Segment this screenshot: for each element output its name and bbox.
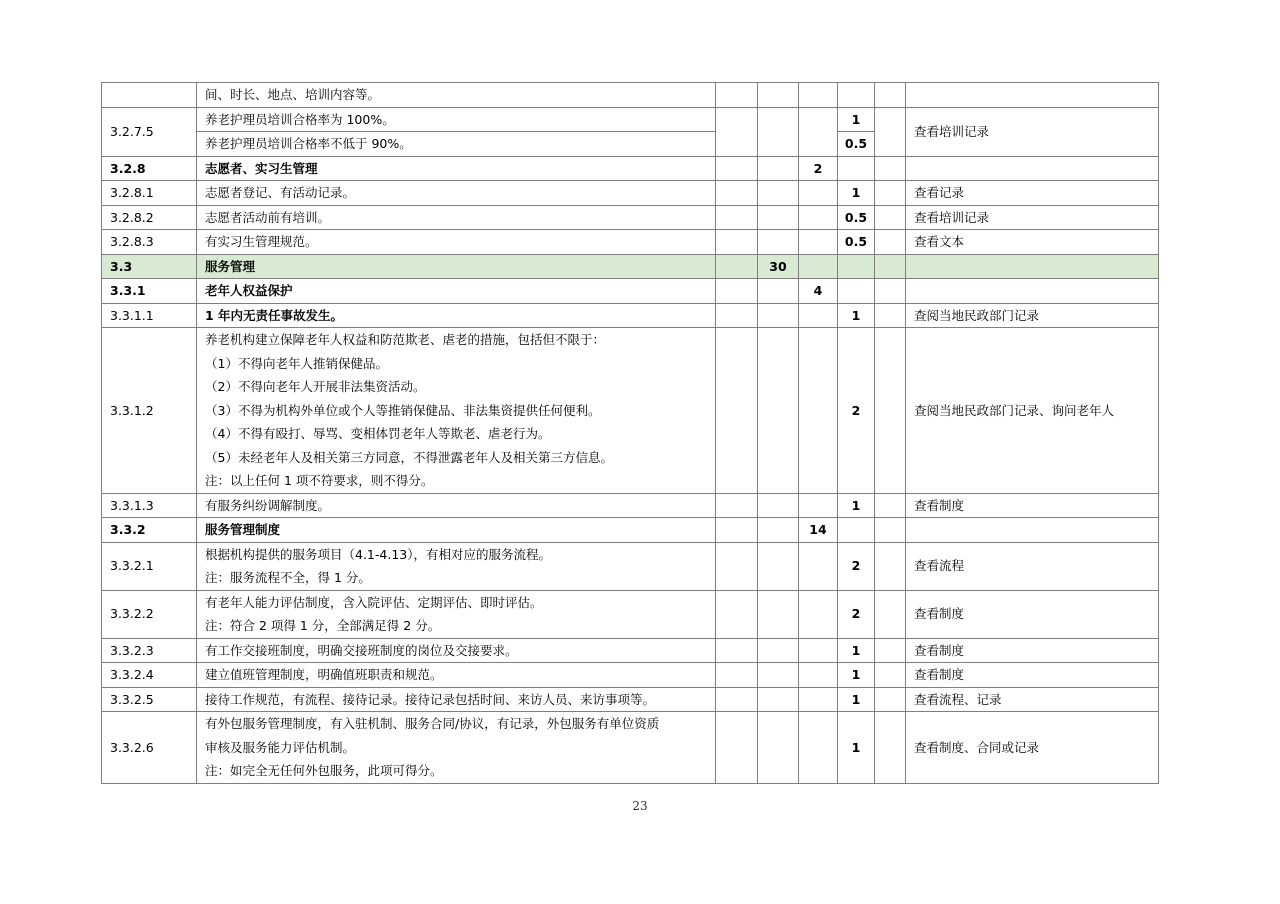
table-row — [102, 181, 1159, 206]
check-method: 查看记录 — [906, 181, 1159, 206]
score-cell — [875, 542, 906, 590]
score-cell — [758, 687, 799, 712]
item-code: 3.2.8 — [102, 156, 197, 181]
score-cell — [875, 687, 906, 712]
item-content: 老年人权益保护 — [197, 279, 716, 304]
item-code: 3.3.2.2 — [102, 590, 197, 638]
check-method: 查看培训记录 — [906, 107, 1159, 156]
check-method: 查看流程 — [906, 542, 1159, 590]
item-content: 接待工作规范，有流程、接待记录。接待记录包括时间、来访人员、来访事项等。 — [197, 687, 716, 712]
item-content: 有实习生管理规范。 — [197, 230, 716, 255]
subsection-score: 2 — [799, 156, 838, 181]
item-score: 2 — [838, 590, 875, 638]
section-title: 服务管理 — [197, 254, 716, 279]
score-cell — [875, 303, 906, 328]
item-score: 0.5 — [838, 205, 875, 230]
table-row — [102, 687, 1159, 712]
score-cell — [758, 328, 799, 494]
item-code: 3.2.8.3 — [102, 230, 197, 255]
score-cell — [875, 107, 906, 156]
subsection-score: 14 — [799, 518, 838, 543]
item-content: 志愿者登记、有活动记录。 — [197, 181, 716, 206]
content-line: 有外包服务管理制度，有入驻机制、服务合同/协议，有记录，外包服务有单位资质 — [205, 716, 660, 731]
item-content: 有服务纠纷调解制度。 — [197, 493, 716, 518]
table-row — [102, 230, 1159, 255]
score-cell — [838, 254, 875, 279]
item-code: 3.3.2.3 — [102, 638, 197, 663]
score-cell — [875, 181, 906, 206]
table-row — [102, 303, 1159, 328]
score-cell — [758, 542, 799, 590]
check-method: 查看文本 — [906, 230, 1159, 255]
item-code: 3.2.8.2 — [102, 205, 197, 230]
score-cell — [875, 590, 906, 638]
score-cell — [758, 181, 799, 206]
score-cell — [716, 230, 758, 255]
item-content — [197, 328, 716, 494]
table-row — [102, 83, 1159, 108]
score-cell — [799, 205, 838, 230]
item-code: 3.3.1.3 — [102, 493, 197, 518]
score-cell — [716, 687, 758, 712]
table-row — [102, 107, 1159, 132]
score-cell — [758, 205, 799, 230]
score-cell — [875, 638, 906, 663]
score-cell — [799, 230, 838, 255]
section-code: 3.3 — [102, 254, 197, 279]
score-cell — [716, 663, 758, 688]
item-score: 1 — [838, 638, 875, 663]
score-cell — [716, 328, 758, 494]
item-code: 3.3.2 — [102, 518, 197, 543]
item-content: 1 年内无责任事故发生。 — [197, 303, 716, 328]
check-method — [906, 254, 1159, 279]
item-content: 养老护理员培训合格率为 100%。 — [197, 107, 716, 132]
score-cell — [716, 254, 758, 279]
score-cell — [716, 542, 758, 590]
item-content — [197, 712, 716, 784]
score-cell — [875, 83, 906, 108]
score-cell — [716, 303, 758, 328]
check-method: 查阅当地民政部门记录、询问老年人 — [906, 328, 1159, 494]
score-cell — [758, 712, 799, 784]
score-cell — [758, 493, 799, 518]
page-number: 23 — [632, 799, 648, 813]
section-row — [102, 254, 1159, 279]
item-score: 1 — [838, 181, 875, 206]
table-row — [102, 590, 1159, 638]
content-line: 养老机构建立保障老年人权益和防范欺老、虐老的措施，包括但不限于： — [205, 332, 606, 347]
item-content: 服务管理制度 — [197, 518, 716, 543]
item-code: 3.3.1.2 — [102, 328, 197, 494]
item-code: 3.3.2.6 — [102, 712, 197, 784]
item-content: 志愿者活动前有培训。 — [197, 205, 716, 230]
score-cell — [799, 493, 838, 518]
content-note: 注：符合 2 项得 1 分，全部满足得 2 分。 — [205, 618, 441, 633]
table-row — [102, 493, 1159, 518]
item-content — [197, 542, 716, 590]
score-cell — [875, 279, 906, 304]
check-method — [906, 83, 1159, 108]
score-cell — [716, 712, 758, 784]
score-cell — [716, 205, 758, 230]
item-content: 间、时长、地点、培训内容等。 — [197, 83, 716, 108]
score-cell — [799, 107, 838, 156]
score-cell — [838, 518, 875, 543]
check-method — [906, 156, 1159, 181]
table-row — [102, 518, 1159, 543]
score-cell — [716, 590, 758, 638]
score-cell — [758, 663, 799, 688]
check-method: 查看制度 — [906, 493, 1159, 518]
content-note: 注：如完全无任何外包服务，此项可得分。 — [205, 763, 443, 778]
score-cell — [799, 83, 838, 108]
table-row — [102, 542, 1159, 590]
table-row — [102, 328, 1159, 494]
score-cell — [716, 83, 758, 108]
item-content: 建立值班管理制度，明确值班职责和规范。 — [197, 663, 716, 688]
check-method: 查看制度 — [906, 590, 1159, 638]
item-score: 1 — [838, 687, 875, 712]
score-cell — [875, 712, 906, 784]
score-cell — [716, 279, 758, 304]
score-cell — [875, 205, 906, 230]
content-note: 注：以上任何 1 项不符要求，则不得分。 — [205, 473, 434, 488]
item-code: 3.3.1 — [102, 279, 197, 304]
score-cell — [716, 181, 758, 206]
table-row — [102, 663, 1159, 688]
score-cell — [875, 156, 906, 181]
score-cell — [799, 181, 838, 206]
score-cell — [799, 328, 838, 494]
score-cell — [875, 230, 906, 255]
score-cell — [758, 303, 799, 328]
item-code: 3.3.2.5 — [102, 687, 197, 712]
standards-table — [101, 82, 1159, 784]
score-cell — [799, 542, 838, 590]
score-cell — [758, 230, 799, 255]
item-content: 有工作交接班制度，明确交接班制度的岗位及交接要求。 — [197, 638, 716, 663]
content-line: （4）不得有殴打、辱骂、变相体罚老年人等欺老、虐老行为。 — [205, 426, 551, 441]
score-cell — [758, 279, 799, 304]
score-cell — [799, 712, 838, 784]
table-row — [102, 638, 1159, 663]
item-score: 1 — [838, 303, 875, 328]
check-method: 查看制度 — [906, 638, 1159, 663]
item-code: 3.3.2.4 — [102, 663, 197, 688]
content-line: （3）不得为机构外单位或个人等推销保健品、非法集资提供任何便利。 — [205, 402, 601, 418]
score-cell — [758, 156, 799, 181]
subsection-score: 4 — [799, 279, 838, 304]
content-line: 审核及服务能力评估机制。 — [205, 739, 356, 755]
item-code: 3.2.7.5 — [102, 107, 197, 156]
check-method: 查看制度、合同或记录 — [906, 712, 1159, 784]
score-cell — [838, 83, 875, 108]
score-cell — [716, 107, 758, 156]
item-content — [197, 590, 716, 638]
table-row — [102, 712, 1159, 784]
table-row — [102, 205, 1159, 230]
score-cell — [875, 518, 906, 543]
item-code — [102, 83, 197, 108]
score-cell — [875, 328, 906, 494]
score-cell — [799, 254, 838, 279]
check-method: 查看培训记录 — [906, 205, 1159, 230]
content-line: 根据机构提供的服务项目（4.1-4.13），有相对应的服务流程。 — [205, 546, 551, 562]
check-method: 查阅当地民政部门记录 — [906, 303, 1159, 328]
score-cell — [716, 493, 758, 518]
score-cell — [716, 156, 758, 181]
item-code: 3.3.2.1 — [102, 542, 197, 590]
score-cell — [799, 663, 838, 688]
content-line: 有老年人能力评估制度，含入院评估、定期评估、即时评估。 — [205, 594, 543, 610]
score-cell — [799, 303, 838, 328]
score-cell — [758, 83, 799, 108]
item-score: 2 — [838, 542, 875, 590]
score-cell — [875, 254, 906, 279]
content-note: 注：服务流程不全，得 1 分。 — [205, 570, 371, 585]
item-score: 1 — [838, 663, 875, 688]
item-score: 1 — [838, 107, 875, 132]
score-cell — [799, 638, 838, 663]
check-method — [906, 518, 1159, 543]
item-score: 0.5 — [838, 132, 875, 157]
score-cell — [758, 638, 799, 663]
section-score: 30 — [758, 254, 799, 279]
score-cell — [758, 518, 799, 543]
check-method: 查看制度 — [906, 663, 1159, 688]
score-cell — [875, 663, 906, 688]
item-score: 2 — [838, 328, 875, 494]
item-content: 志愿者、实习生管理 — [197, 156, 716, 181]
item-score: 1 — [838, 712, 875, 784]
check-method: 查看流程、记录 — [906, 687, 1159, 712]
score-cell — [716, 638, 758, 663]
score-cell — [838, 279, 875, 304]
score-cell — [799, 590, 838, 638]
score-cell — [716, 518, 758, 543]
score-cell — [758, 590, 799, 638]
content-line: （5）未经老年人及相关第三方同意，不得泄露老年人及相关第三方信息。 — [205, 449, 613, 465]
item-score: 0.5 — [838, 230, 875, 255]
item-code: 3.3.1.1 — [102, 303, 197, 328]
table-row — [102, 279, 1159, 304]
check-method — [906, 279, 1159, 304]
table-row — [102, 156, 1159, 181]
item-content: 养老护理员培训合格率不低于 90%。 — [197, 132, 716, 157]
content-line: （1）不得向老年人推销保健品。 — [205, 355, 388, 371]
score-cell — [838, 156, 875, 181]
item-score: 1 — [838, 493, 875, 518]
score-cell — [758, 107, 799, 156]
score-cell — [875, 493, 906, 518]
score-cell — [799, 687, 838, 712]
content-line: （2）不得向老年人开展非法集资活动。 — [205, 379, 426, 394]
item-code: 3.2.8.1 — [102, 181, 197, 206]
